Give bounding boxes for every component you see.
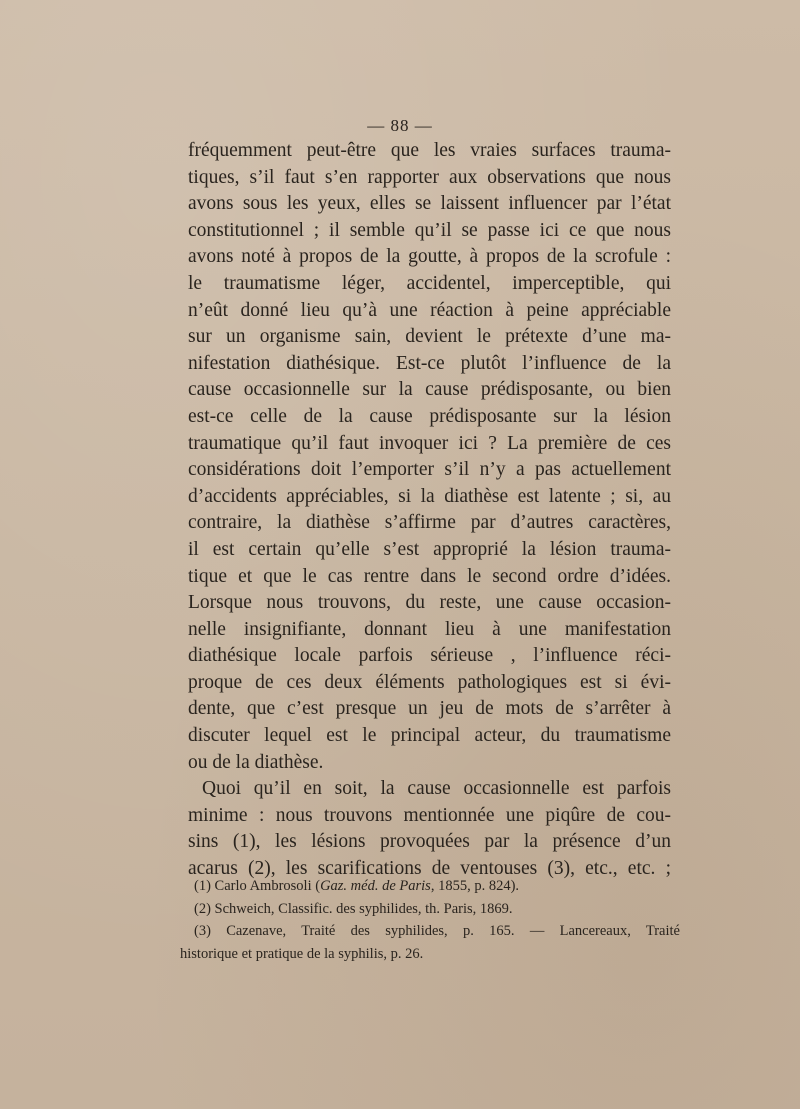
footnote-1-journal: Gaz. méd. de Paris bbox=[320, 878, 431, 894]
text-line: avons noté à propos de la goutte, à propos de la scrofule : bbox=[188, 246, 671, 268]
text-line: traumatique qu’il faut invoquer ici ? La première de ces bbox=[188, 432, 671, 454]
body-text bbox=[188, 138, 671, 883]
text-line: minime : nous trouvons mentionnée une piqûre de cou- bbox=[188, 804, 671, 826]
text-line: ou de la diathèse. bbox=[188, 751, 324, 773]
text-line: le traumatisme léger, accidentel, imperceptible, qui bbox=[188, 272, 671, 294]
footnote-3: (3) Cazenave, Traité des syphilides, p. 165. — Lancereaux, Traité bbox=[194, 923, 680, 939]
text-line: cause occasionnelle sur la cause prédisposante, ou bien bbox=[188, 379, 671, 401]
text-line: discuter lequel est le principal acteur, du traumatisme bbox=[188, 725, 671, 747]
footnote-2: (2) Schweich, Classific. des syphilides, th. Paris, 1869. bbox=[194, 900, 513, 917]
text-line: dente, que c’est presque un jeu de mots de s’arrêter à bbox=[188, 698, 671, 720]
text-line: avons sous les yeux, elles se laissent influencer par l’état bbox=[188, 193, 671, 215]
text-line: nelle insignifiante, donnant lieu à une manifestation bbox=[188, 618, 671, 640]
footnote-1-marker: (1) Carlo Ambrosoli ( bbox=[194, 878, 321, 894]
text-line: tiques, s’il faut s’en rapporter aux observations que nous bbox=[188, 166, 671, 188]
text-line: acarus (2), les scarifications de ventouses (3), etc., etc. ; bbox=[188, 858, 671, 880]
text-line: contraire, la diathèse s’affirme par d’autres caractères, bbox=[188, 512, 671, 534]
text-line: d’accidents appréciables, si la diathèse est latente ; si, au bbox=[188, 485, 671, 507]
text-line: considérations doit l’emporter s’il n’y a pas actuellement bbox=[188, 459, 671, 481]
footnotes bbox=[180, 875, 680, 965]
text-line: sins (1), les lésions provoquées par la présence d’un bbox=[188, 831, 671, 853]
page-number: — 88 — bbox=[367, 116, 433, 135]
text-line: Lorsque nous trouvons, du reste, une cause occasion- bbox=[188, 592, 671, 614]
text-line: il est certain qu’elle s’est approprié la lésion trauma- bbox=[188, 538, 671, 560]
text-line: constitutionnel ; il semble qu’il se passe ici ce que nous bbox=[188, 219, 671, 241]
text-line: proque de ces deux éléments pathologiques est si évi- bbox=[188, 671, 671, 693]
text-line: diathésique locale parfois sérieuse , l’influence réci- bbox=[188, 645, 671, 667]
footnote-3-continuation: historique et pratique de la syphilis, p. 26. bbox=[180, 945, 424, 962]
text-line: n’eût donné lieu qu’à une réaction à peine appréciable bbox=[188, 299, 671, 321]
text-line: est-ce celle de la cause prédisposante sur la lésion bbox=[188, 405, 671, 427]
text-line: sur un organisme sain, devient le prétexte d’une ma- bbox=[188, 326, 671, 348]
text-line: nifestation diathésique. Est-ce plutôt l’influence de la bbox=[188, 352, 671, 374]
text-line: Quoi qu’il en soit, la cause occasionnelle est parfois bbox=[202, 778, 671, 800]
footnote-1 bbox=[180, 875, 680, 898]
text-line: tique et que le cas rentre dans le second ordre d’idées. bbox=[188, 565, 671, 587]
text-line: fréquemment peut-être que les vraies surfaces trauma- bbox=[188, 140, 671, 161]
footnote-1-rest: , 1855, p. 824). bbox=[430, 878, 520, 894]
